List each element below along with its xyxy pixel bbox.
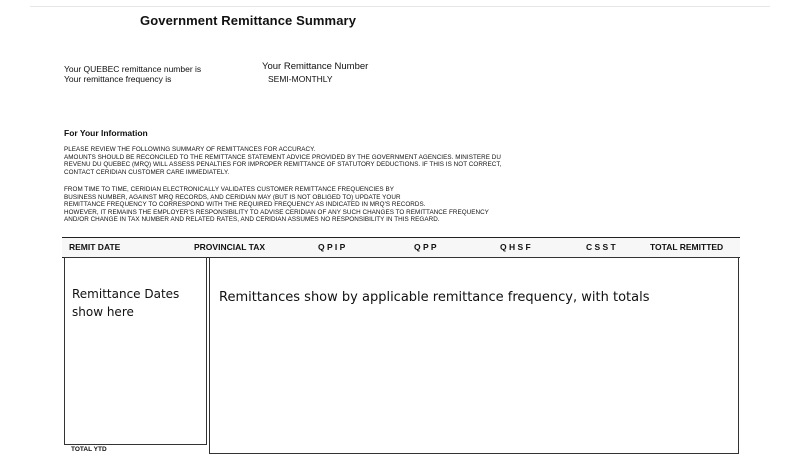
notice-paragraph-validation [64,186,489,224]
info-heading: For Your Information [64,128,148,138]
remittance-number-label: Your QUEBEC remittance number is [64,64,202,74]
notice-line: FROM TIME TO TIME, CERIDIAN ELECTRONICALLY VALIDATES CUSTOMER REMITTANCE FREQUENCIES BY [64,186,394,193]
remittance-info-labels [64,64,201,84]
notice-line: PLEASE REVIEW THE FOLLOWING SUMMARY OF REMITTANCES FOR ACCURACY. [64,146,316,153]
column-qhsf: Q H S F [500,242,531,252]
column-remit-date: REMIT DATE [69,242,121,252]
column-qpip: Q P I P [318,242,346,252]
column-qpp: Q P P [414,242,437,252]
remittance-frequency-label: Your remittance frequency is [64,74,172,84]
remittance-dates-box [64,257,207,445]
notice-line: REMITTANCE FREQUENCY TO CORRESPOND WITH THE REQUIRED FREQUENCY AS INDICATED IN MRQ'S RECORDS. [64,201,426,209]
remittance-table-header [62,237,740,258]
remittance-frequency-value: SEMI-MONTHLY [268,74,333,84]
notice-paragraph-accuracy [64,146,501,176]
remittances-placeholder: Remittances show by applicable remittance frequency, with totals [219,290,650,305]
notice-line: REVENU DU QUEBEC (MRQ) WILL ASSESS PENALTIES FOR IMPROPER REMITTANCE OF STATUTORY DEDUCTIONS. IF THIS IS NOT CORRECT, [64,161,502,169]
page-top-border [30,6,770,7]
notice-line: AMOUNTS SHOULD BE RECONCILED TO THE REMITTANCE STATEMENT ADVICE PROVIDED BY THE GOVERNMENT AGENCIES. MINISTERE DU [64,153,501,161]
column-csst: C S S T [586,242,616,252]
remittances-box [209,257,739,454]
notice-line: AND/OR CHANGE IN TAX NUMBER AND RELATED RATES, AND CERIDIAN ASSUMES NO RESPONSIBILITY IN THIS REGARD. [64,216,440,224]
document-title: Government Remittance Summary [140,13,357,28]
remittance-dates-placeholder [72,285,179,321]
notice-line: HOWEVER, IT REMAINS THE EMPLOYER'S RESPONSIBILITY TO ADVISE CERIDIAN OF ANY SUCH CHANGES TO REMITTANCE FREQUENCY [64,208,489,216]
total-ytd-label: TOTAL YTD [71,446,107,453]
remittance-info-values [262,60,368,86]
column-total-remitted: TOTAL REMITTED [650,242,724,252]
column-provincial-tax: PROVINCIAL TAX [194,242,265,252]
notice-line: CONTACT CERIDIAN CUSTOMER CARE IMMEDIATELY. [64,168,230,176]
placeholder-line: Remittance Dates [72,287,180,301]
placeholder-line: show here [72,305,134,319]
remittance-number-value: Your Remittance Number [262,61,369,72]
notice-line: BUSINESS NUMBER, AGAINST MRQ RECORDS, AND CERIDIAN MAY (BUT IS NOT OBLIGED TO) UPDATE YOUR [64,193,401,201]
